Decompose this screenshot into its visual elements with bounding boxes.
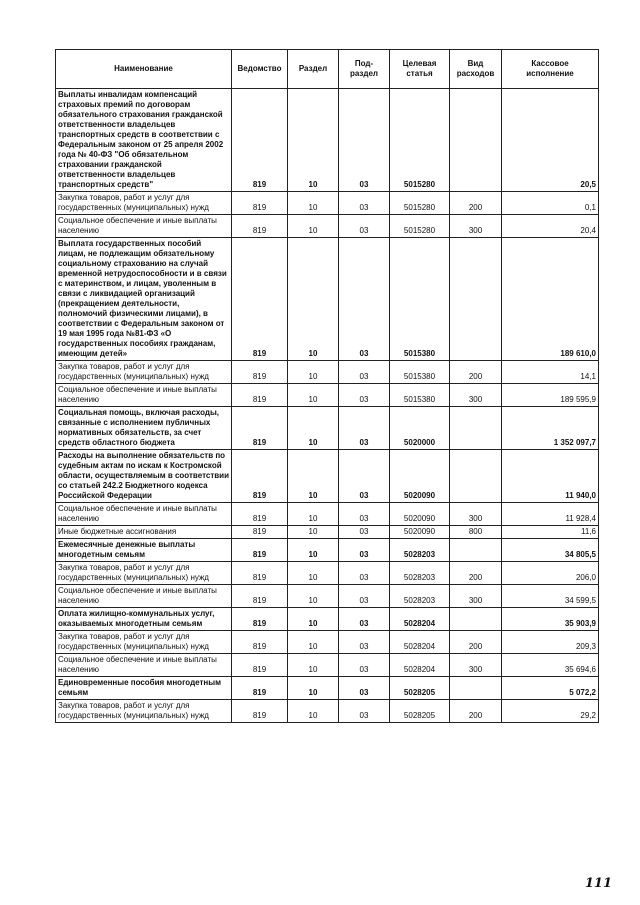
row-name: Закупка товаров, работ и услуг для государственных (муниципальных) нужд: [56, 361, 232, 384]
row-target: 5015280: [390, 215, 450, 238]
row-dept: 819: [232, 407, 288, 450]
row-name: Социальное обеспечение и иные выплаты населению: [56, 215, 232, 238]
row-exptype: 300: [450, 215, 502, 238]
row-section: 10: [288, 192, 339, 215]
row-name: Расходы на выполнение обязательств по судебным актам по искам к Костромской области, осуществляемым в соответствии со статьей 242.2 Бюджетного кодекса Российской Федерации: [56, 450, 232, 503]
row-section: 10: [288, 631, 339, 654]
row-subsection: 03: [339, 677, 390, 700]
row-subsection: 03: [339, 450, 390, 503]
row-section: 10: [288, 562, 339, 585]
row-name: Выплата государственных пособий лицам, не подлежащим обязательному социальному страхованию на случай временной нетрудоспособности и в связи с материнством, и лицам, уволенным в связи с ликвидацией организаций (прекращением деятельности, полномочий физическими лицами), в соответствии с Федеральным законом от 19 мая 1995 года №81-ФЗ «О государственных пособиях гражданам, имеющим детей»: [56, 238, 232, 361]
row-exptype: 300: [450, 585, 502, 608]
row-name: Выплаты инвалидам компенсаций страховых премий по договорам обязательного страхования гражданской ответственности владельцев транспортных средств в соответствии с Федеральным законом от 25 апреля 2002 года № 40-ФЗ "Об обязательном страховании гражданской ответственности владельцев транспортных средств": [56, 89, 232, 192]
row-section: 10: [288, 450, 339, 503]
row-section: 10: [288, 238, 339, 361]
budget-table: [55, 49, 599, 723]
row-name: Социальное обеспечение и иные выплаты населению: [56, 503, 232, 526]
row-section: 10: [288, 654, 339, 677]
row-amount: 5 072,2: [502, 677, 599, 700]
row-amount: 29,2: [502, 700, 599, 723]
row-exptype: 200: [450, 361, 502, 384]
row-dept: 819: [232, 384, 288, 407]
row-amount: 189 595,9: [502, 384, 599, 407]
row-target: 5020090: [390, 450, 450, 503]
row-target: 5015380: [390, 238, 450, 361]
row-section: 10: [288, 539, 339, 562]
table-row: [56, 608, 599, 631]
row-amount: 1 352 097,7: [502, 407, 599, 450]
row-section: 10: [288, 503, 339, 526]
table-row: [56, 631, 599, 654]
table-row: [56, 539, 599, 562]
row-name: Оплата жилищно-коммунальных услуг, оказываемых многодетным семьям: [56, 608, 232, 631]
row-dept: 819: [232, 631, 288, 654]
row-amount: 34 805,5: [502, 539, 599, 562]
row-target: 5020090: [390, 526, 450, 539]
page-number: 111: [584, 876, 612, 891]
row-amount: 206,0: [502, 562, 599, 585]
header-amount: Кассовое исполнение: [502, 50, 599, 89]
row-subsection: 03: [339, 192, 390, 215]
header-subsection: Под- раздел: [339, 50, 390, 89]
row-dept: 819: [232, 238, 288, 361]
row-target: 5020090: [390, 503, 450, 526]
header-section: Раздел: [288, 50, 339, 89]
row-section: 10: [288, 89, 339, 192]
row-subsection: 03: [339, 654, 390, 677]
row-section: 10: [288, 585, 339, 608]
row-section: 10: [288, 361, 339, 384]
table-row: [56, 562, 599, 585]
row-name: Социальное обеспечение и иные выплаты населению: [56, 585, 232, 608]
header-dept: Ведомство: [232, 50, 288, 89]
table-row: [56, 677, 599, 700]
row-dept: 819: [232, 608, 288, 631]
row-exptype: [450, 89, 502, 192]
table-row: [56, 89, 599, 192]
table-row: [56, 585, 599, 608]
row-amount: 35 903,9: [502, 608, 599, 631]
row-name: Ежемесячные денежные выплаты многодетным семьям: [56, 539, 232, 562]
row-target: 5028203: [390, 539, 450, 562]
row-exptype: 300: [450, 654, 502, 677]
row-amount: 11,6: [502, 526, 599, 539]
table-row: [56, 215, 599, 238]
row-subsection: 03: [339, 89, 390, 192]
row-section: 10: [288, 700, 339, 723]
row-section: 10: [288, 215, 339, 238]
row-subsection: 03: [339, 384, 390, 407]
header-name: Наименование: [56, 50, 232, 89]
table-row: [56, 192, 599, 215]
row-subsection: 03: [339, 407, 390, 450]
row-target: 5015380: [390, 384, 450, 407]
row-exptype: [450, 407, 502, 450]
table-header-row: [56, 50, 599, 89]
row-exptype: [450, 539, 502, 562]
row-name: Закупка товаров, работ и услуг для государственных (муниципальных) нужд: [56, 192, 232, 215]
row-dept: 819: [232, 700, 288, 723]
row-amount: 35 694,6: [502, 654, 599, 677]
row-dept: 819: [232, 562, 288, 585]
header-exptype: Вид расходов: [450, 50, 502, 89]
row-dept: 819: [232, 585, 288, 608]
row-subsection: 03: [339, 585, 390, 608]
row-dept: 819: [232, 503, 288, 526]
row-exptype: [450, 238, 502, 361]
row-dept: 819: [232, 89, 288, 192]
row-target: 5028204: [390, 631, 450, 654]
row-amount: 20,5: [502, 89, 599, 192]
row-subsection: 03: [339, 526, 390, 539]
row-name: Закупка товаров, работ и услуг для государственных (муниципальных) нужд: [56, 700, 232, 723]
row-section: 10: [288, 526, 339, 539]
row-name: Социальное обеспечение и иные выплаты населению: [56, 384, 232, 407]
row-amount: 189 610,0: [502, 238, 599, 361]
row-target: 5028205: [390, 677, 450, 700]
row-exptype: 200: [450, 192, 502, 215]
row-name: Закупка товаров, работ и услуг для государственных (муниципальных) нужд: [56, 631, 232, 654]
row-target: 5020000: [390, 407, 450, 450]
row-subsection: 03: [339, 503, 390, 526]
row-dept: 819: [232, 215, 288, 238]
table-row: [56, 361, 599, 384]
row-name: Социальная помощь, включая расходы, связанные с исполнением публичных нормативных обязательств, за счет средств областного бюджета: [56, 407, 232, 450]
row-target: 5028203: [390, 562, 450, 585]
row-amount: 0,1: [502, 192, 599, 215]
row-amount: 20,4: [502, 215, 599, 238]
row-subsection: 03: [339, 631, 390, 654]
row-dept: 819: [232, 526, 288, 539]
row-subsection: 03: [339, 608, 390, 631]
row-dept: 819: [232, 654, 288, 677]
row-amount: 34 599,5: [502, 585, 599, 608]
row-section: 10: [288, 677, 339, 700]
row-target: 5028204: [390, 654, 450, 677]
row-subsection: 03: [339, 215, 390, 238]
table-row: [56, 654, 599, 677]
row-dept: 819: [232, 361, 288, 384]
table-body: [56, 89, 599, 723]
row-name: Иные бюджетные ассигнования: [56, 526, 232, 539]
table-row: [56, 407, 599, 450]
row-exptype: 200: [450, 631, 502, 654]
row-subsection: 03: [339, 361, 390, 384]
row-subsection: 03: [339, 562, 390, 585]
row-dept: 819: [232, 539, 288, 562]
row-amount: 209,3: [502, 631, 599, 654]
table-row: [56, 503, 599, 526]
row-target: 5028204: [390, 608, 450, 631]
row-subsection: 03: [339, 700, 390, 723]
row-subsection: 03: [339, 539, 390, 562]
row-name: Социальное обеспечение и иные выплаты населению: [56, 654, 232, 677]
row-section: 10: [288, 384, 339, 407]
row-target: 5015280: [390, 192, 450, 215]
row-exptype: [450, 450, 502, 503]
row-exptype: [450, 608, 502, 631]
row-amount: 11 928,4: [502, 503, 599, 526]
row-name: Единовременные пособия многодетным семьям: [56, 677, 232, 700]
row-exptype: 200: [450, 700, 502, 723]
row-subsection: 03: [339, 238, 390, 361]
row-amount: 11 940,0: [502, 450, 599, 503]
table-row: [56, 384, 599, 407]
row-amount: 14,1: [502, 361, 599, 384]
row-dept: 819: [232, 450, 288, 503]
row-exptype: 200: [450, 562, 502, 585]
table-row: [56, 700, 599, 723]
row-exptype: [450, 677, 502, 700]
row-target: 5015380: [390, 361, 450, 384]
row-exptype: 300: [450, 384, 502, 407]
table-row: [56, 526, 599, 539]
row-target: 5028203: [390, 585, 450, 608]
row-target: 5028205: [390, 700, 450, 723]
row-exptype: 800: [450, 526, 502, 539]
table-row: [56, 450, 599, 503]
row-exptype: 300: [450, 503, 502, 526]
table-row: [56, 238, 599, 361]
row-section: 10: [288, 407, 339, 450]
row-dept: 819: [232, 677, 288, 700]
row-section: 10: [288, 608, 339, 631]
row-name: Закупка товаров, работ и услуг для государственных (муниципальных) нужд: [56, 562, 232, 585]
row-dept: 819: [232, 192, 288, 215]
header-target: Целевая статья: [390, 50, 450, 89]
row-target: 5015280: [390, 89, 450, 192]
